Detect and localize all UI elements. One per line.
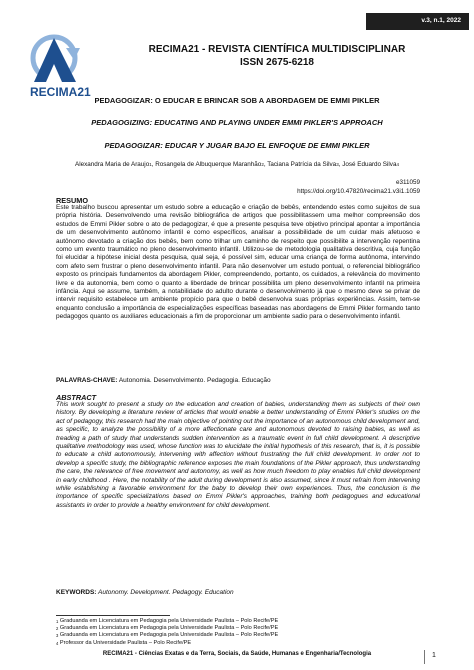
author-1: Alexandra Maria de Araujo xyxy=(75,161,150,168)
logo-wordmark: RECIMA21 xyxy=(30,85,91,99)
footnote-1: $^1$ Graduanda em Licenciatura em Pedagogia pela Universidade Paulista – Polo Recife/PE xyxy=(56,618,279,624)
journal-issn: ISSN 2675-6218 xyxy=(240,57,314,68)
author-3: Taciana Patrícia da Silva xyxy=(267,161,337,168)
author-4-mark: 4 xyxy=(396,162,399,167)
footnote-3: $^3$ Graduanda em Licenciatura em Pedagogia pela Universidade Paulista – Polo Recife/PE xyxy=(56,632,279,639)
page-footer: RECIMA21 - Ciências Exatas e da Terra, Sociais, da Saúde, Humanas e Engenharia/Tecnologia xyxy=(102,651,372,657)
author-3-mark: 3 xyxy=(336,162,339,167)
title-spanish: PEDAGOGIZAR: EDUCAR Y JUGAR BAJO EL ENFOQUE DE EMMI PIKLER xyxy=(104,141,370,150)
article-doi-link[interactable]: https://doi.org/10.47820/recima21.v3i1.1059 xyxy=(297,188,420,195)
author-1-mark: 1 xyxy=(149,162,152,167)
keywords-pt-label: PALAVRAS-CHAVE: xyxy=(56,377,118,384)
footnote-2: $^2$ Graduanda em Licenciatura em Pedagogia pela Universidade Paulista – Polo Recife/PE xyxy=(56,625,279,632)
abstract-heading: ABSTRACT xyxy=(56,393,97,402)
keywords-pt-values: Autonomia. Desenvolvimento. Pedagogia. Educação xyxy=(117,377,271,384)
author-list: Alexandra Maria de Araujo$^1$, Rosangela de Albuquerque Maranhão$^2$, Taciana Patrícia da Silva$^3$, José Eduardo Silva$^4$ xyxy=(75,161,399,168)
keywords-en-label: KEYWORDS: xyxy=(56,589,97,596)
author-4: José Eduardo Silva xyxy=(342,161,397,168)
author-2: Rosangela de Albuquerque Maranhão xyxy=(155,161,262,168)
article-code: e311059 xyxy=(395,179,420,186)
footnotes xyxy=(56,618,420,647)
keywords-pt xyxy=(56,377,420,384)
abstract-text: This work sought to present a study on the education and creation of babies, understanding them as subjects of their own history. By developing a literature review of articles that would enable a better understanding of Emmi Pikler's studies on the act of pedagogy, this research had the main objective of pointing out the importance of an autonomous child development and, as specific, to analyze the possibility of a more affectionate care and autonomous devoted to raising babies, as well as treading a path of study that understands sudden intervention as a traumatic event in full child development. A descriptive qualitative methodology was used, whose function was to elucidate the initial hypothesis of this research, that is, it is possible to educate a child autonomously, intervening with affection without frustrating the full child development. In order not to develop a specific study, the bibliographic reference exposes the main foundations of the Pikler approach, thus understanding the care, the relevance of free movement and autonomy, as well as how much freedom to play enables full child development in early childhood . Here, the notability of the adult during development is also assumed, since it must refrain from intervening while establishing a favorable environment for the baby to develop their own experiences. Thus, the conclusion is the importance of specific specializations based on Emmi Pikler's approaches, training both pedagogues and educational assistants in order to provide a healthy environment for child development. xyxy=(56,401,420,509)
title-portuguese: PEDAGOGIZAR: O EDUCAR E BRINCAR SOB A ABORDAGEM DE EMMI PIKLER xyxy=(94,96,380,105)
page-number-box xyxy=(424,650,446,664)
resumo-heading: RESUMO xyxy=(56,196,89,205)
title-english: PEDAGOGIZING: EDUCATING AND PLAYING UNDER EMMI PIKLER'S APPROACH xyxy=(91,118,383,127)
journal-title: RECIMA21 - REVISTA CIENTÍFICA MULTIDISCIPLINAR xyxy=(148,44,406,55)
logo-graphic xyxy=(24,30,114,102)
resumo-text: Este trabalho buscou apresentar um estudo sobre a educação e criação de bebês, entendendo estes como sujeitos de sua própria história. Desenvolvendo uma revisão bibliográfica de artigos que possibilitassem uma melhor compreensão dos estudos de Emmi Pikler sobre o ato de pedagogizar, é que a presente pesquisa teve objetivo principal apontar a importância de um desenvolvimento autônomo infantil e como específicos, analisar a possibilidade de um cuidar mais afetuoso e autônomo devotado a criação dos bebês, bem como trilhar um caminho de respeito que possibilite a intervenção repentina como um evento traumático no pleno desenvolvimento infantil. Utilizou-se de metodologia qualitativa descritiva, cuja função foi elucidar a hipótese inicial desta pesquisa, qual seja, é possível sim, educar uma criança de forma autônoma, intervindo com afeto sem frustrar o pleno desenvolvimento infantil. Para não desenvolver um estudo pontual, o referencial bibliográfico exposto os principais fundamentos da abordagem Pikler, compreendendo, portanto, os cuidados, a relevância do movimento livre e da autonomia, bem como o quanto a liberdade de brincar possibilita um pleno desenvolvimento infantil na primeira infância. Aqui se assume, também, a notabilidade do adulto durante o desenvolvimento já que o mesmo deve se privar de intervir requisito estabelece um ambiente propício para que o bebê desenvolva suas próprias experiências. Assim, tem-se enquanto conclusão a importância de especializações específicas baseadas nas abordagens de Emmi Pikler formando tanto pedagogos quanto os auxiliares educacionais a fim de proporcionar um ambiente sadio para o desenvolvimento infantil. xyxy=(56,204,420,321)
author-2-mark: 2 xyxy=(261,162,264,167)
recima21-logo xyxy=(24,30,114,102)
issue-badge: v.3, n.1, 2022 xyxy=(366,13,469,30)
footnote-4: $^4$ Professor da Universidade Paulista – Polo Recife/PE xyxy=(56,639,192,646)
article-identifier xyxy=(297,178,420,196)
keywords-en xyxy=(56,589,420,596)
footnote-divider xyxy=(56,615,170,616)
keywords-en-values: Autonomy. Development. Pedagogy. Education xyxy=(96,589,234,596)
page-number: 1 xyxy=(432,652,436,659)
